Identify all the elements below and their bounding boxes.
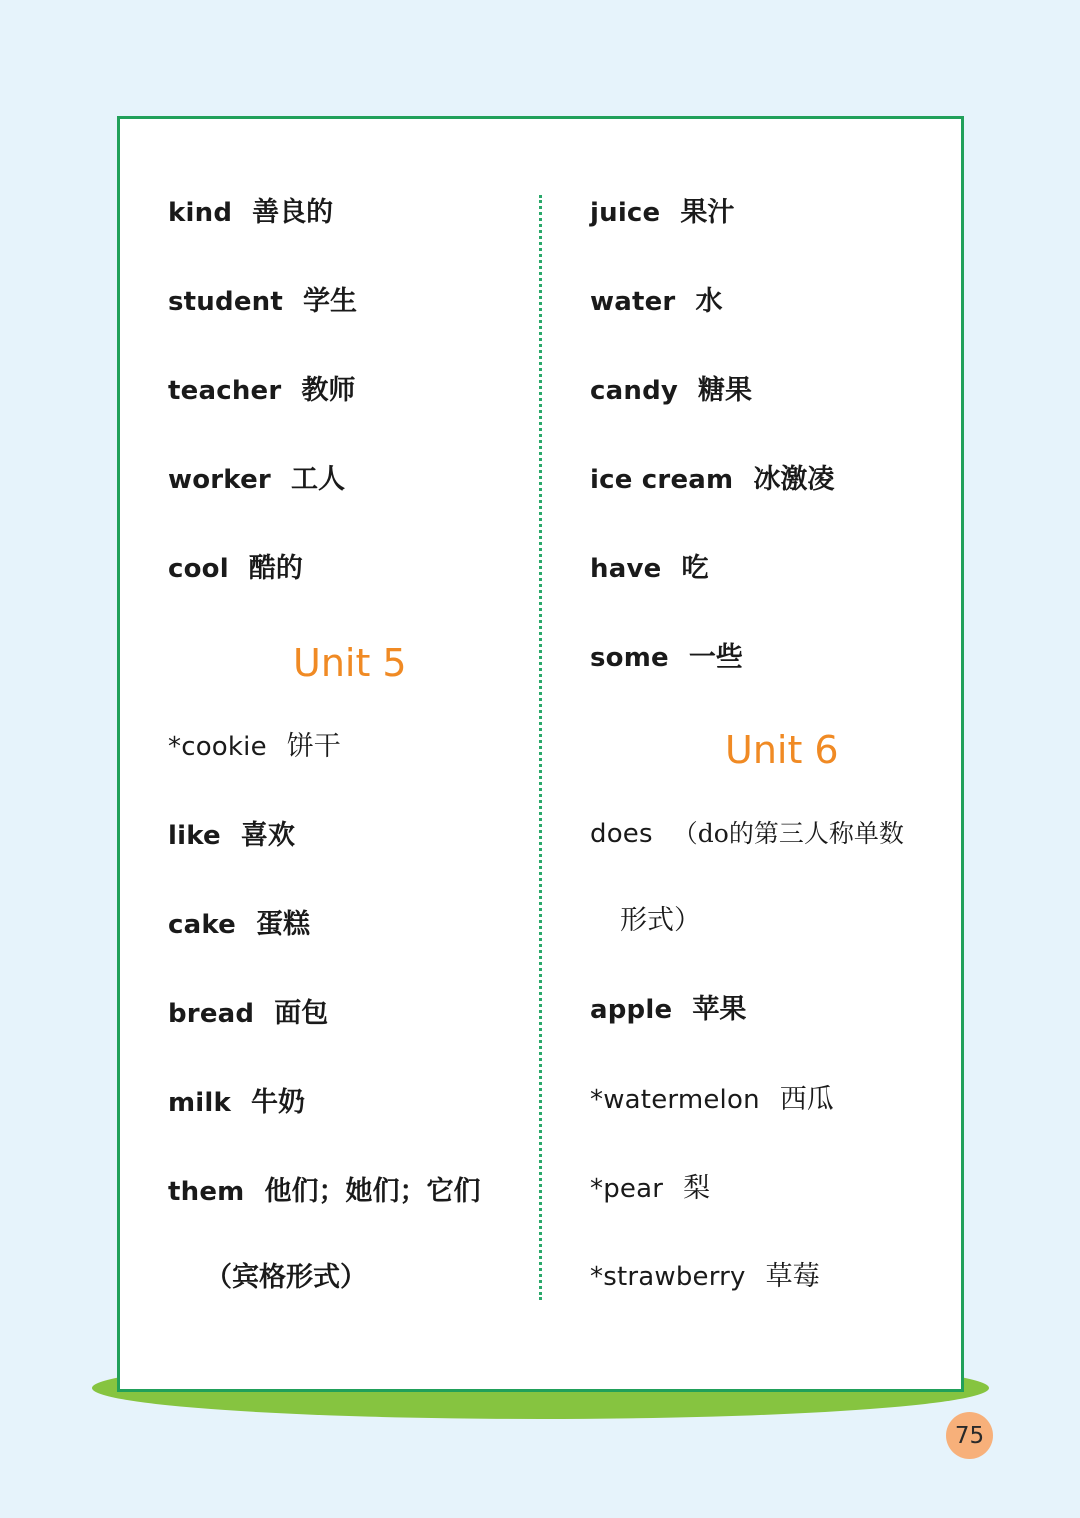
vocab-meaning: 酷的: [248, 553, 303, 584]
vocab-entry-teacher: [168, 374, 355, 408]
vocab-entry-does: [590, 817, 904, 851]
vocab-meaning: 西瓜: [779, 1084, 834, 1115]
vocab-entry-like: [168, 819, 295, 853]
vocab-meaning: 草莓: [765, 1261, 820, 1292]
unit-6-heading: Unit 6: [725, 728, 839, 772]
vocab-meaning: 牛奶: [251, 1087, 306, 1118]
vocab-word: have: [590, 554, 662, 584]
vocab-meaning: 梨: [683, 1173, 711, 1204]
vocab-word: some: [590, 643, 669, 673]
vocab-word: cool: [168, 554, 229, 584]
vocab-entry-some: [590, 641, 743, 675]
vocab-entry-candy: [590, 374, 752, 408]
vocab-entry-pear: [590, 1172, 710, 1206]
vocab-word: milk: [168, 1088, 232, 1118]
vocab-meaning: 他们；她们；它们: [264, 1176, 481, 1207]
vocab-entry-ice-cream: [590, 463, 834, 497]
vocab-meaning: 善良的: [252, 197, 334, 228]
vocab-meaning: 面包: [274, 998, 329, 1029]
vocab-entry-watermelon: [590, 1083, 834, 1117]
vocab-entry-juice: [590, 196, 734, 230]
page-number: 75: [954, 1422, 985, 1449]
vocab-word: *watermelon: [590, 1085, 760, 1115]
vocab-word: *strawberry: [590, 1262, 746, 1292]
vocab-word: candy: [590, 376, 679, 406]
vocab-meaning: 学生: [303, 286, 357, 317]
vocab-entry-bread: [168, 997, 328, 1031]
page-number-badge: [946, 1412, 993, 1459]
vocab-meaning: 工人: [290, 464, 345, 495]
vocab-entry-them: [168, 1175, 480, 1209]
vocab-entry-cake: [168, 908, 310, 942]
vocab-meaning: 吃: [681, 553, 709, 584]
vocab-word: does: [590, 819, 653, 849]
vocab-word: kind: [168, 198, 233, 228]
vocab-word: water: [590, 287, 676, 317]
vocab-entry-worker: [168, 463, 345, 497]
vocab-entry-strawberry: [590, 1260, 820, 1294]
vocab-word: them: [168, 1177, 245, 1207]
vocab-entry-cool: [168, 552, 303, 586]
vocab-meaning: 冰激凌: [753, 464, 835, 495]
vocab-word: like: [168, 821, 221, 851]
vocab-word: cake: [168, 910, 236, 940]
vocab-meaning-continuation: 形式）: [620, 905, 701, 936]
vocab-word: ice cream: [590, 465, 734, 495]
vocab-entry-apple: [590, 993, 746, 1027]
unit-5-heading: Unit 5: [293, 641, 407, 685]
vocab-entry-cookie: [168, 730, 341, 764]
vocab-word: bread: [168, 999, 255, 1029]
vocab-entry-have: [590, 552, 708, 586]
vocab-word: worker: [168, 465, 271, 495]
vocab-word: apple: [590, 995, 673, 1025]
vocab-meaning: 蛋糕: [255, 909, 310, 940]
vocab-meaning: （do的第三人称单数: [672, 819, 904, 848]
vocab-meaning: 教师: [301, 375, 356, 406]
vocab-word: *cookie: [168, 732, 267, 762]
vocab-word: juice: [590, 198, 661, 228]
vocab-entry-water: [590, 285, 722, 319]
vocab-word: teacher: [168, 376, 282, 406]
vocab-meaning: 糖果: [698, 375, 753, 406]
vocab-word: *pear: [590, 1174, 664, 1204]
vocab-word: student: [168, 287, 283, 317]
vocab-meaning: 一些: [688, 642, 743, 673]
vocab-entry-milk: [168, 1086, 305, 1120]
vocab-entry-kind: [168, 196, 333, 230]
vocab-meaning: 果汁: [680, 197, 735, 228]
vocab-meaning: 苹果: [692, 994, 747, 1025]
vocab-meaning: 喜欢: [240, 820, 295, 851]
vocab-meaning: 水: [695, 286, 723, 317]
vocab-meaning: 饼干: [286, 731, 341, 762]
column-divider: [539, 195, 542, 1300]
vocab-meaning-continuation: （宾格形式）: [205, 1262, 367, 1293]
vocab-entry-student: [168, 285, 357, 319]
